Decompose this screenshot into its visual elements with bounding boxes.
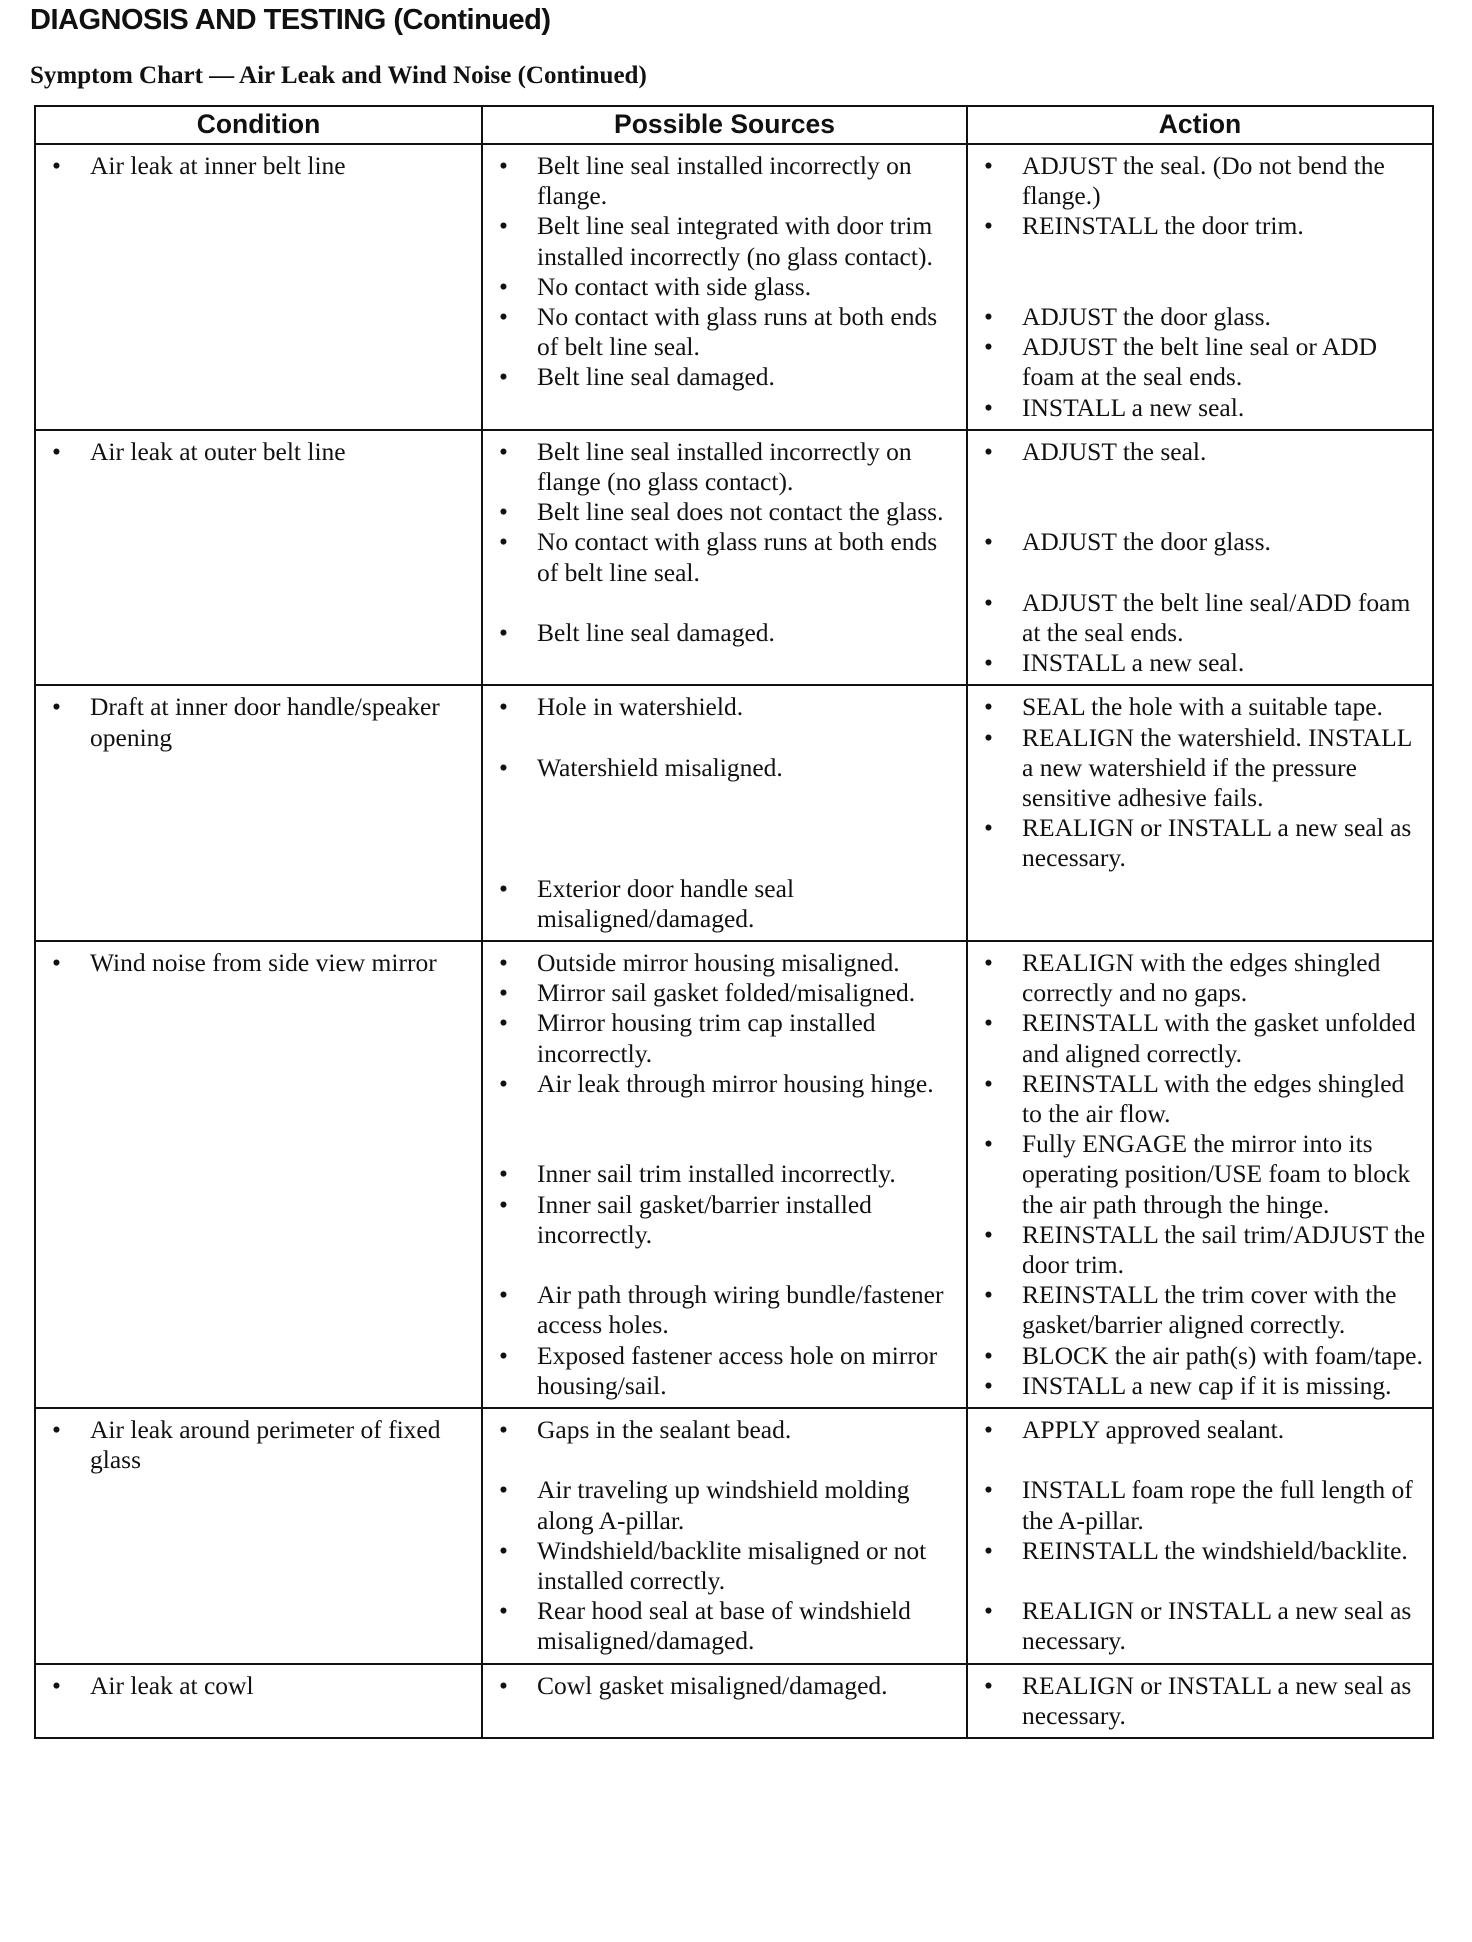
list-item [972,1008,1426,1068]
list-item [487,692,960,722]
bullet-icon: • [984,1370,993,1400]
bullet-icon: • [499,302,508,332]
list-item [972,648,1426,678]
source-text: Windshield/backlite misaligned or not installed correctly. [537,1535,927,1596]
symptom-table [34,105,1434,1739]
bullet-icon: • [984,813,993,843]
condition-cell [35,1408,482,1664]
action-text: REALIGN or INSTALL a new seal as necessary. [1022,1670,1412,1730]
actions-cell [967,144,1433,430]
bullet-icon: • [499,1280,508,1310]
bullet-icon: • [499,1068,508,1098]
bullet-icon: • [984,1535,993,1565]
action-text: INSTALL foam rope the full length of the A-pillar. [1022,1475,1413,1535]
bullet-icon: • [984,392,993,422]
table-row [35,144,1433,430]
source-text: No contact with side glass. [537,271,812,301]
list-item [487,1536,960,1596]
list-item [487,497,960,527]
sources-cell [482,430,967,686]
actions-cell [967,685,1433,941]
source-text: Exterior door handle seal misaligned/damaged. [537,873,795,933]
list-item [40,948,475,978]
bullet-icon: • [984,648,993,678]
source-text: Air leak through mirror housing hinge. [537,1068,934,1098]
bullet-icon: • [984,1670,993,1700]
list-item [972,332,1426,392]
bullet-icon: • [499,752,508,782]
list-item [972,1415,1426,1445]
bullet-icon: • [984,1475,993,1505]
table-row [35,1664,1433,1738]
table-row [35,430,1433,686]
bullet-icon: • [52,692,61,722]
column-header-possible-sources: Possible Sources [482,106,967,144]
action-text: REINSTALL the windshield/backlite. [1022,1535,1408,1565]
condition-text: Air leak around perimeter of fixed glass [90,1415,441,1475]
action-text: REINSTALL the sail trim/ADJUST the door trim. [1022,1219,1426,1280]
source-text: Air traveling up windshield molding along A-pillar. [537,1475,910,1535]
condition-cell [35,1664,482,1738]
list-item [487,302,960,362]
bullet-icon: • [984,1280,993,1310]
bullet-icon: • [499,1596,508,1626]
source-text: Mirror housing trim cap installed incorrectly. [537,1008,876,1068]
condition-text: Wind noise from side view mirror [90,948,437,977]
list-item [40,1415,475,1475]
condition-text: Air leak at inner belt line [90,151,346,180]
bullet-icon: • [984,1596,993,1626]
condition-text: Draft at inner door handle/speaker opening [90,692,440,752]
list-item [40,437,475,467]
sources-cell [482,1408,967,1664]
bullet-icon: • [499,1535,508,1565]
list-item [487,362,960,392]
bullet-icon: • [499,873,508,903]
action-text: ADJUST the door glass. [1022,302,1271,331]
actions-cell [967,430,1433,686]
bullet-icon: • [499,362,508,392]
column-header-condition: Condition [35,106,482,144]
bullet-icon: • [499,1415,508,1445]
list-item [972,948,1426,1008]
source-text: Cowl gasket misaligned/damaged. [537,1670,888,1700]
list-item [972,692,1426,722]
bullet-icon: • [499,978,508,1008]
action-text: APPLY approved sealant. [1022,1415,1285,1445]
action-text: REALIGN or INSTALL a new seal as necessary. [1022,1596,1412,1656]
bullet-icon: • [984,436,993,466]
list-item [972,527,1426,557]
action-text: SEAL the hole with a suitable tape. [1022,692,1383,722]
source-text: Belt line seal damaged. [537,618,775,648]
list-item [487,874,960,934]
source-text: Hole in watershield. [537,692,744,722]
list-item [487,1069,960,1099]
source-text: Belt line seal installed incorrectly on flange. [537,151,912,211]
list-item [487,1008,960,1068]
list-item [487,272,960,302]
list-item [972,1220,1426,1280]
bullet-icon: • [499,211,508,241]
condition-text: Air leak at cowl [90,1670,254,1700]
list-item [487,1415,960,1445]
actions-cell [967,941,1433,1408]
action-text: REALIGN with the edges shingled correctly and no gaps. [1022,948,1381,1008]
source-text: Inner sail trim installed incorrectly. [537,1159,896,1189]
list-item [487,527,960,587]
list-item [972,1280,1426,1340]
table-header-row [35,106,1433,144]
bullet-icon: • [499,527,508,557]
bullet-icon: • [499,1475,508,1505]
bullet-icon: • [52,948,61,977]
list-item [487,1280,960,1340]
list-item [972,151,1426,211]
condition-cell [35,685,482,941]
list-item [487,1475,960,1535]
bullet-icon: • [499,1340,508,1370]
bullet-icon: • [984,1068,993,1098]
source-text: No contact with glass runs at both ends of belt line seal. [537,527,938,587]
list-item [972,723,1426,814]
bullet-icon: • [984,211,993,241]
list-item [40,692,475,752]
source-text: No contact with glass runs at both ends of belt line seal. [537,302,938,362]
condition-text: Air leak at outer belt line [90,436,346,466]
list-item [972,588,1426,648]
table-row [35,685,1433,941]
list-item [487,618,960,648]
list-item [40,1671,475,1701]
bullet-icon: • [984,1219,993,1249]
page-title: DIAGNOSIS AND TESTING (Continued) [30,4,551,36]
list-item [972,1475,1426,1535]
action-text: INSTALL a new seal. [1022,648,1245,678]
source-text: Exposed fastener access hole on mirror housing/sail. [537,1340,938,1400]
source-text: Inner sail gasket/barrier installed incorrectly. [537,1189,872,1249]
sources-cell [482,1664,967,1738]
list-item [487,753,960,783]
sources-cell [482,144,967,430]
action-text: Fully ENGAGE the mirror into its operating position/USE foam to block the air path through the hinge. [1022,1129,1411,1219]
source-text: Air path through wiring bundle/fastener access holes. [537,1280,944,1340]
list-item [487,1341,960,1401]
action-text: REALIGN or INSTALL a new seal as necessary. [1022,813,1412,873]
source-text: Watershield misaligned. [537,752,783,782]
bullet-icon: • [984,1340,993,1370]
sources-cell [482,685,967,941]
source-text: Mirror sail gasket folded/misaligned. [537,978,916,1008]
action-text: REINSTALL with the gasket unfolded and aligned correctly. [1022,1008,1416,1068]
action-text: REINSTALL the trim cover with the gasket/barrier aligned correctly. [1022,1280,1397,1340]
actions-cell [967,1408,1433,1664]
list-item [972,1129,1426,1220]
bullet-icon: • [984,151,993,180]
list-item [487,1596,960,1656]
bullet-icon: • [984,948,993,977]
list-item [487,978,960,1008]
list-item [972,437,1426,467]
source-text: Gaps in the sealant bead. [537,1415,792,1445]
bullet-icon: • [52,1670,61,1700]
action-text: ADJUST the belt line seal/ADD foam at the seal ends. [1022,587,1411,647]
bullet-icon: • [984,1129,993,1159]
action-text: ADJUST the seal. (Do not bend the flange.) [1022,151,1385,211]
actions-cell [967,1664,1433,1738]
list-item [972,1069,1426,1129]
bullet-icon: • [52,436,61,466]
list-item [40,151,475,181]
source-text: Outside mirror housing misaligned. [537,948,900,977]
action-text: INSTALL a new seal. [1022,392,1245,422]
action-text: REALIGN the watershield. INSTALL a new watershield if the pressure sensitive adhesive fails. [1022,722,1412,813]
bullet-icon: • [499,1189,508,1219]
source-text: Rear hood seal at base of windshield misaligned/damaged. [537,1596,911,1656]
list-item [972,1371,1426,1401]
bullet-icon: • [499,1670,508,1700]
bullet-icon: • [499,948,508,977]
source-text: Belt line seal installed incorrectly on flange (no glass contact). [537,436,912,497]
bullet-icon: • [984,332,993,362]
action-text: ADJUST the door glass. [1022,527,1271,557]
condition-cell [35,430,482,686]
bullet-icon: • [499,618,508,648]
list-item [487,211,960,271]
list-item [487,948,960,978]
list-item [972,1596,1426,1656]
list-item [487,1671,960,1701]
bullet-icon: • [499,436,508,466]
action-text: INSTALL a new cap if it is missing. [1022,1370,1392,1400]
bullet-icon: • [984,692,993,722]
list-item [972,1341,1426,1371]
source-text: Belt line seal integrated with door trim installed incorrectly (no glass contact). [537,211,933,271]
sources-cell [482,941,967,1408]
bullet-icon: • [984,302,993,331]
bullet-icon: • [499,497,508,527]
list-item [972,1671,1426,1731]
bullet-icon: • [499,151,508,180]
list-item [972,1536,1426,1566]
bullet-icon: • [984,722,993,752]
bullet-icon: • [984,1415,993,1445]
symptom-chart-title: Symptom Chart — Air Leak and Wind Noise (Continued) [30,62,647,89]
source-text: Belt line seal damaged. [537,362,775,392]
bullet-icon: • [984,527,993,557]
table-row [35,941,1433,1408]
list-item [487,437,960,497]
action-text: REINSTALL the door trim. [1022,211,1304,241]
action-text: ADJUST the seal. [1022,436,1207,466]
source-text: Belt line seal does not contact the glass. [537,497,944,527]
bullet-icon: • [499,1008,508,1038]
bullet-icon: • [499,692,508,722]
list-item [972,211,1426,241]
condition-cell [35,144,482,430]
list-item [972,393,1426,423]
list-item [487,151,960,211]
action-text: BLOCK the air path(s) with foam/tape. [1022,1340,1423,1370]
bullet-icon: • [984,587,993,617]
column-header-action: Action [967,106,1433,144]
list-item [487,1159,960,1189]
bullet-icon: • [984,1008,993,1038]
table-row [35,1408,1433,1664]
bullet-icon: • [499,1159,508,1189]
condition-cell [35,941,482,1408]
bullet-icon: • [52,151,61,180]
action-text: REINSTALL with the edges shingled to the air flow. [1022,1068,1405,1129]
action-text: ADJUST the belt line seal or ADD foam at the seal ends. [1022,332,1378,392]
list-item [972,813,1426,873]
list-item [487,1190,960,1250]
list-item [972,302,1426,332]
bullet-icon: • [52,1415,61,1445]
bullet-icon: • [499,271,508,301]
